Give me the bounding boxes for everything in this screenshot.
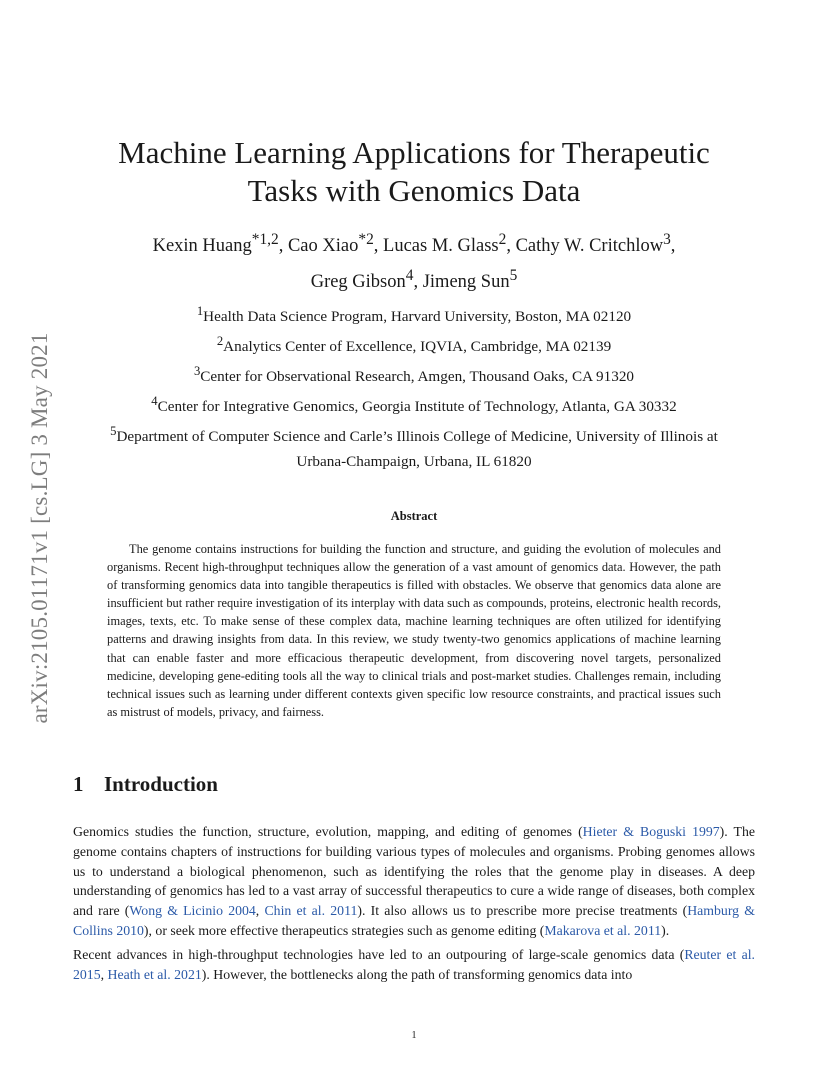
page-number: 1: [411, 1030, 417, 1041]
affiliation-text: Health Data Science Program, Harvard University, Boston, MA 02120: [203, 308, 632, 326]
body-text: ). It also allows us to prescribe more precise treatments (: [357, 903, 688, 919]
author-separator: ,: [278, 236, 288, 257]
author-name: Cao Xiao: [287, 236, 359, 257]
author-affiliation-marker: *1,2: [251, 231, 279, 248]
author-name: Kexin Huang: [152, 236, 252, 257]
affiliation-marker: 3: [193, 364, 201, 379]
citation-link[interactable]: Hamburg & Collins 2010: [73, 903, 756, 938]
paper-title: [60, 134, 768, 210]
affiliation-text: Analytics Center of Excellence, IQVIA, Cambridge, MA 02139: [223, 338, 612, 356]
affiliation-marker: 2: [216, 334, 224, 349]
body-text: ).: [661, 922, 670, 938]
author-separator: ,: [670, 236, 676, 257]
affiliation-marker: 5: [110, 424, 117, 439]
author-list: [60, 225, 768, 297]
affiliation-line: [60, 449, 768, 474]
arxiv-identifier: arXiv:2105.01171v1 [cs.LG] 3 May 2021: [27, 332, 52, 724]
abstract-heading: Abstract: [390, 509, 438, 523]
body-text: Recent advances in high-throughput technologies have led to an outpouring of large-scale genomics data (: [73, 946, 685, 962]
affiliation-text: Center for Observational Research, Amgen, Thousand Oaks, CA 91320: [200, 368, 635, 386]
body-text: ). The genome contains chapters of instructions for building various types of molecules and organisms. Probing genomes allows us to understand a biological phenomenon, such as identifying the roles that the genome play in diseases. A deep understanding of genomics has led to a vast array of successful therapeutics to cure a wide range of diseases, both complex and rare (: [73, 824, 755, 919]
body-text: ,: [100, 966, 108, 982]
paper-title-line-2: Tasks with Genomics Data: [247, 173, 581, 208]
author-line-1: [60, 225, 768, 261]
affiliation-line: [60, 389, 768, 419]
introduction-body: [73, 822, 755, 988]
body-text: ), or seek more effective therapeutics strategies such as genome editing (: [143, 922, 545, 938]
affiliation-list: [60, 299, 768, 474]
affiliation-text: Center for Integrative Genomics, Georgia Institute of Technology, Atlanta, GA 30332: [157, 398, 677, 416]
author-name: Lucas M. Glass: [383, 236, 499, 257]
intro-paragraph-1: [73, 822, 755, 941]
author-affiliation-marker: *2: [358, 231, 374, 248]
citation-link[interactable]: Heath et al. 2021: [107, 966, 202, 982]
body-text: ). However, the bottlenecks along the path of transforming genomics data into: [201, 966, 633, 982]
affiliation-text: Urbana-Champaign, Urbana, IL 61820: [296, 453, 532, 471]
author-line-2: [60, 261, 768, 297]
affiliation-line: [60, 419, 768, 449]
author-name: Greg Gibson: [310, 272, 406, 293]
affiliation-marker: 1: [196, 304, 204, 318]
affiliation-marker: 4: [151, 394, 158, 409]
author-separator: ,: [413, 272, 423, 293]
citation-link[interactable]: Chin et al. 2011: [264, 903, 358, 919]
section-title: Introduction: [104, 772, 218, 796]
section-number: 1: [73, 772, 84, 796]
author-affiliation-marker: 5: [509, 267, 518, 285]
affiliation-line: [60, 359, 768, 389]
author-affiliation-marker: 3: [663, 231, 671, 248]
citation-link[interactable]: Makarova et al. 2011: [544, 922, 662, 938]
intro-paragraph-2: [73, 945, 755, 985]
affiliation-line: [60, 329, 768, 359]
body-text: Genomics studies the function, structure, evolution, mapping, and editing of genomes (: [73, 824, 583, 839]
citation-link[interactable]: Reuter et al. 2015: [73, 946, 755, 982]
body-text: ,: [255, 903, 265, 919]
section-heading: [73, 772, 218, 797]
author-separator: ,: [373, 236, 384, 257]
author-affiliation-marker: 2: [498, 231, 507, 248]
citation-link[interactable]: Wong & Licinio 2004: [129, 903, 256, 919]
author-separator: ,: [506, 236, 516, 257]
author-name: Cathy W. Critchlow: [515, 236, 664, 257]
author-affiliation-marker: 4: [405, 267, 414, 285]
affiliation-line: [60, 299, 768, 329]
affiliation-text: Department of Computer Science and Carle’s Illinois College of Medicine, University of Illinois at: [116, 428, 718, 446]
paper-title-line-1: Machine Learning Applications for Therapeutic: [118, 135, 710, 170]
citation-link[interactable]: Hieter & Boguski 1997: [582, 824, 720, 839]
author-name: Jimeng Sun: [422, 272, 510, 293]
abstract-text: The genome contains instructions for building the function and structure, and guiding the evolution of molecules and organisms. Recent high-throughput techniques allow the generation of a vast amount of genomics data. However, the path of transforming genomics data into tangible therapeutics is filled with obstacles. We observe that genomics data alone are insufficient but rather require investigation of its interplay with data such as compounds, proteins, electronic health records, images, texts, etc. To make sense of these complex data, machine learning techniques are often utilized for identifying patterns and drawing insights from data. In this review, we study twenty-two genomics applications of machine learning that can enable faster and more efficacious therapeutic development, from discovering novel targets, personalized medicine, developing gene-editing tools all the way to clinical trials and post-market studies. Challenges remain, including technical issues such as learning under different contexts given specific low resource constraints, and practical issues such as mistrust of models, privacy, and fairness.: [107, 542, 721, 719]
arxiv-sidebar: [27, 288, 53, 768]
